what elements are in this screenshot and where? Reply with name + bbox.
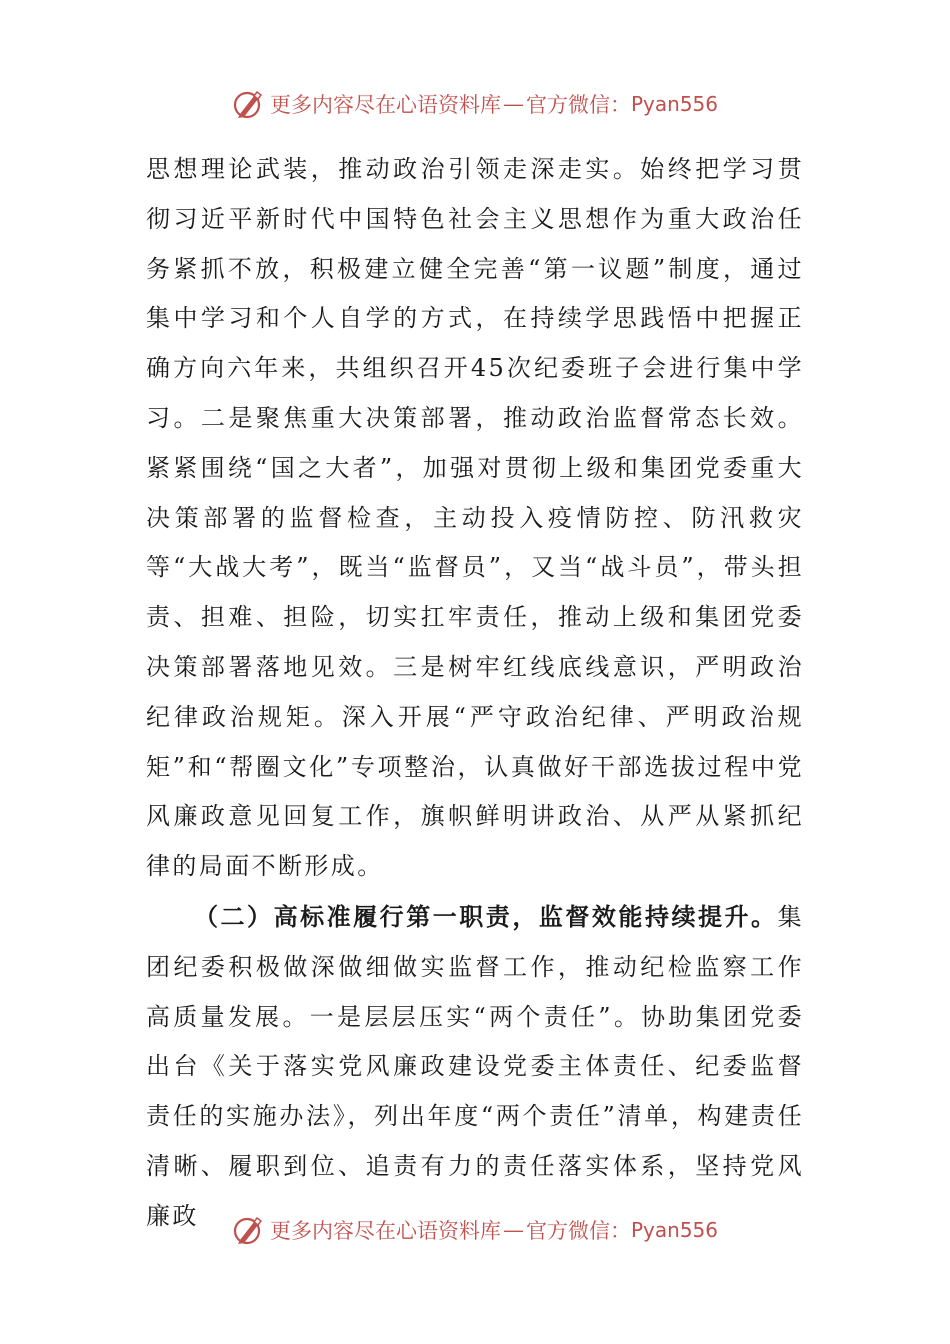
watermark-sub-text: 官方微信： bbox=[525, 1219, 631, 1243]
watermark-main-text: 更多内容尽在心语资料库 bbox=[269, 93, 501, 117]
paragraph-2-text: 集团纪委积极做深做细做实监督工作，推动纪检监察工作高质量发展。一是层层压实“两个责任”。协助集团党委出台《关于落实党风廉政建设党委主体责任、纪委监督责任的实施办法》，列出年度“两个责任”清单，构建责任清晰、履职到位、追责有力的责任落实体系，坚持党风廉政 bbox=[146, 902, 804, 1230]
watermark-sub-text: 官方微信： bbox=[525, 93, 631, 117]
watermark-main-text: 更多内容尽在心语资料库 bbox=[269, 1219, 501, 1243]
section-heading: （二）高标准履行第一职责，监督效能持续提升。 bbox=[194, 901, 778, 931]
watermark-id: Pyan556 bbox=[630, 92, 718, 116]
paragraph-1: 思想理论武装，推动政治引领走深走实。始终把学习贯彻习近平新时代中国特色社会主义思想作为重大政治任务紧抓不放，积极建立健全完善“第一议题”制度，通过集中学习和个人自学的方式，在持续学思践悟中把握正确方向六年来，共组织召开45次纪委班子会进行集中学习。二是聚焦重大决策部署，推动政治监督常态长效。紧紧围绕“国之大者”，加强对贯彻上级和集团党委重大决策部署的监督检查，主动投入疫情防控、防汛救灾等“大战大考”，既当“监督员”，又当“战斗员”，带头担责、担难、担险，切实扛牢责任，推动上级和集团党委决策部署落地见效。三是树牢红线底线意识，严明政治纪律政治规矩。深入开展“严守政治纪律、严明政治规矩”和“帮圈文化”专项整治，认真做好干部选拔过程中党风廉政意见回复工作，旗帜鲜明讲政治、从严从紧抓纪律的局面不断形成。 bbox=[146, 155, 804, 881]
header-watermark bbox=[0, 84, 950, 124]
watermark-separator: — bbox=[502, 92, 524, 116]
watermark-separator: — bbox=[502, 1218, 524, 1242]
pen-logo-icon bbox=[232, 1214, 264, 1246]
footer-watermark bbox=[0, 1210, 950, 1250]
pen-logo-icon bbox=[232, 88, 264, 120]
watermark-id: Pyan556 bbox=[630, 1218, 718, 1242]
document-body bbox=[146, 145, 804, 1242]
paragraph-2 bbox=[146, 892, 804, 1242]
